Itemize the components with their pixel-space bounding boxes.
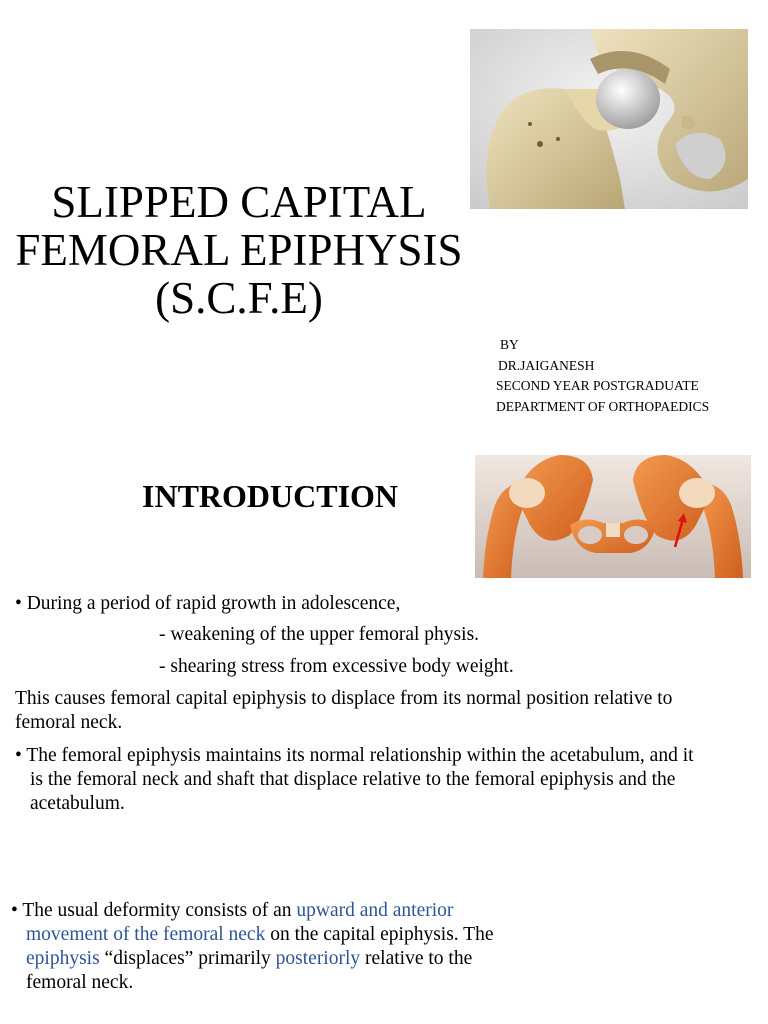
page-title (0, 178, 478, 322)
bullet-3-text-4: relative to the femoral neck. (26, 948, 473, 993)
bullet-3-highlight-3: posteriorly (275, 948, 361, 969)
bullet-3: • The usual deformity consists of an upward and anterior movement of the femoral neck on the capital epiphysis. The epiphysis “displaces” primarily posteriorly relative to the femoral neck. (11, 900, 494, 993)
author-position: SECOND YEAR POSTGRADUATE (496, 378, 699, 393)
bullet-2: • The femoral epiphysis maintains its normal relationship within the acetabulum, and it is the femoral neck and shaft that displace relative to the femoral epiphysis and the acetabulum. (15, 745, 694, 814)
bullet-1-sub-2: - shearing stress from excessive body weight. (159, 656, 514, 677)
bullet-3-text-1: The usual deformity consists of an (22, 900, 297, 921)
bullet-3-text-2: on the capital epiphysis. The (265, 924, 494, 945)
bullet-3-text-3: “displaces” primarily (99, 948, 276, 969)
bullet-2-text: The femoral epiphysis maintains its normal relationship within the acetabulum, and it is the femoral neck and shaft that displace relative to the femoral epiphysis and the acetabulum. (26, 745, 694, 814)
bullet-1-text: During a period of rapid growth in adolescence, (26, 593, 401, 614)
author-department: DEPARTMENT OF ORTHOPAEDICS (496, 398, 710, 414)
bullet-3-highlight-2: epiphysis (26, 948, 100, 969)
bullet-1: • During a period of rapid growth in adolescence, (15, 593, 401, 614)
pelvis-image (475, 455, 751, 578)
title-line-1: SLIPPED CAPITAL (51, 177, 427, 227)
hip-joint-image (470, 29, 748, 209)
title-line-3: (S.C.F.E) (155, 273, 323, 323)
author-name: DR.JAIGANESH (498, 357, 595, 373)
bullet-1-sub-1: - weakening of the upper femoral physis. (159, 624, 480, 645)
section-heading: INTRODUCTION (142, 478, 399, 514)
bullet-3-highlight-1: upward and anterior movement of the femoral neck (26, 900, 454, 945)
title-line-2: FEMORAL EPIPHYSIS (15, 225, 463, 275)
paragraph-1: This causes femoral capital epiphysis to displace from its normal position relative to femoral neck. (15, 688, 673, 733)
author-by: BY (500, 337, 519, 352)
author-block (496, 335, 709, 417)
